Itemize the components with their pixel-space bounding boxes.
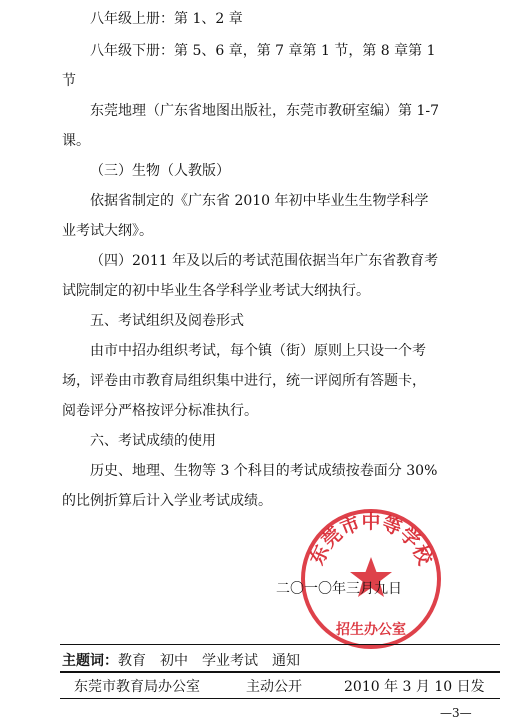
text-line: 课。 (62, 133, 90, 149)
text-line: 由市中招办组织考试，每个镇（街）原则上只设一个考 (90, 343, 426, 359)
divider (60, 644, 500, 645)
text-line: 八年级下册：第 5、6 章，第 7 章第 1 节，第 8 章第 1 (90, 43, 436, 59)
text-line: （四）2011 年及以后的考试范围依据当年广东省教育考 (90, 253, 439, 269)
issue-date: 2010 年 3 月 10 日发 (344, 679, 485, 695)
divider (60, 698, 500, 699)
text-line: 依据省制定的《广东省 2010 年初中毕业生生物学科学 (90, 193, 429, 209)
text-line: 八年级上册：第 1、2 章 (90, 11, 243, 27)
keywords-row (62, 650, 300, 670)
page-number: —3— (440, 706, 472, 720)
signing-date: 二〇一〇年三月九日 (276, 581, 402, 597)
text-line: 阅卷评分严格按评分标准执行。 (62, 403, 258, 419)
text-line: 试院制定的初中毕业生各学科学业考试大纲执行。 (62, 283, 370, 299)
section-heading: 五、考试组织及阅卷形式 (90, 313, 244, 329)
section-heading: （三）生物（人教版） (90, 163, 230, 179)
text-line: 节 (62, 73, 76, 89)
seal-arc-text: 东莞市中等学校 (306, 511, 436, 569)
section-heading: 六、考试成绩的使用 (90, 433, 216, 449)
text-line: 业考试大纲》。 (62, 223, 153, 239)
divider (60, 671, 500, 673)
issuer: 东莞市教育局办公室 (74, 679, 200, 695)
text-line: 东莞地理（广东省地图出版社，东莞市教研室编）第 1-7 (90, 103, 439, 119)
disclosure-type: 主动公开 (246, 679, 302, 695)
keywords-label: 主题词： (62, 653, 118, 669)
text-line: 场，评卷由市教育局组织集中进行，统一评阅所有答题卡， (62, 373, 426, 389)
text-line: 历史、地理、生物等 3 个科目的考试成绩按卷面分 30% (90, 463, 438, 479)
seal-bottom-text: 招生办公室 (336, 622, 406, 638)
text-line: 的比例折算后计入学业考试成绩。 (62, 493, 272, 509)
keywords-list: 教育 初中 学业考试 通知 (118, 653, 300, 669)
